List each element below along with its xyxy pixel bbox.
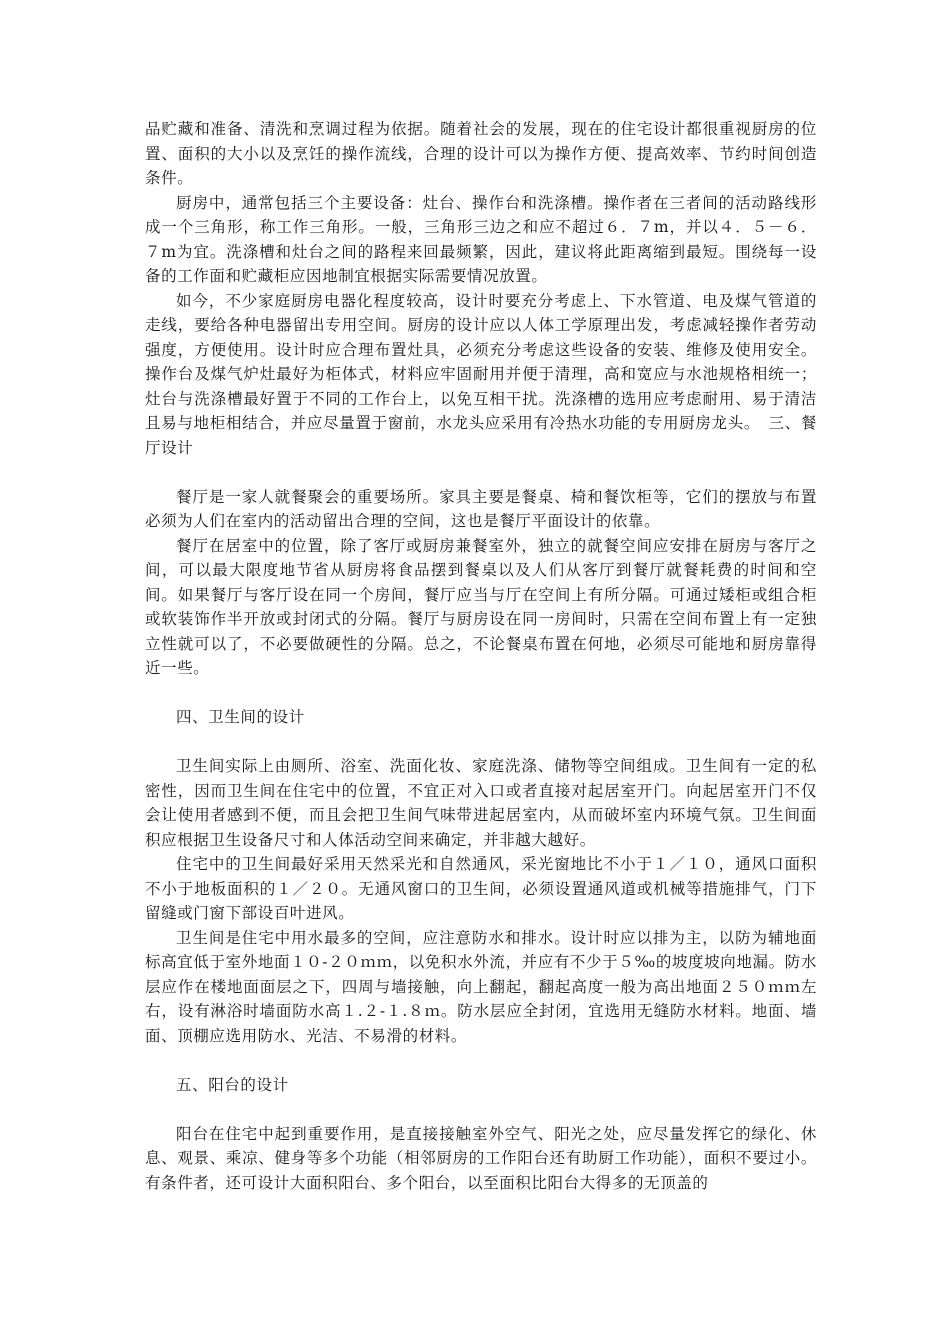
spacer xyxy=(145,730,817,755)
paragraph-bathroom-composition: 卫生间实际上由厕所、浴室、洗面化妆、家庭洗涤、储物等空间组成。卫生间有一定的私密性，因而卫生间在住宅中的位置，不宜正对入口或者直接对起居室开门。向起居室开门不仅会让使用者感到不便，而且会把卫生间气味带进起居室内，从而破坏室内环境气氛。卫生间面积应根据卫生设备尺寸和人体活动空间来确定，并非越大越好。 xyxy=(145,757,817,849)
paragraph-kitchen-triangle: 厨房中，通常包括三个主要设备：灶台、操作台和洗涤槽。操作者在三者间的活动路线形成一个三角形，称工作三角形。一般，三角形三边之和应不超过６．７m，并以４．５－６．７m为宜。洗涤槽和灶台之间的路程来回最频繁，因此，建议将此距离缩到最短。围绕每一设备的工作面和贮藏柜应因地制宜根据实际需要情况放置。 xyxy=(145,193,817,285)
paragraph-kitchen-intro: 品贮藏和准备、清洗和烹调过程为依据。随着社会的发展，现在的住宅设计都很重视厨房的位置、面积的大小以及烹饪的操作流线，合理的设计可以为操作方便、提高效率、节约时间创造条件。 xyxy=(145,120,817,187)
paragraph-dining-intro: 餐厅是一家人就餐聚会的重要场所。家具主要是餐桌、椅和餐饮柜等，它们的摆放与布置必须为人们在室内的活动留出合理的空间，这也是餐厅平面设计的依靠。 xyxy=(145,487,817,530)
paragraph-kitchen-appliances: 如今，不少家庭厨房电器化程度较高，设计时要充分考虑上、下水管道、电及煤气管道的走线，要给各种电器留出专用空间。厨房的设计应以人体工学原理出发，考虑减轻操作者劳动强度，方便使用。设计时应合理布置灶具，必须充分考虑这些设备的安装、维修及使用安全。操作台及煤气炉灶最好为柜体式，材料应牢固耐用并便于清理，高和宽应与水池规格相统一；灶台与洗涤槽最好置于不同的工作台上，以免互相干扰。洗涤槽的选用应考虑耐用、易于清洁且易与地柜相结合，并应尽量置于窗前，水龙头应采用有冷热水功能的专用厨房龙头。 三、餐厅设计 xyxy=(145,291,817,457)
section-heading-balcony: 五、阳台的设计 xyxy=(176,1075,289,1094)
paragraph-balcony-intro: 阳台在住宅中起到重要作用，是直接接触室外空气、阳光之处，应尽量发挥它的绿化、休息、观景、乘凉、健身等多个功能（相邻厨房的工作阳台还有助厨工作功能），面积不要过小。有条件者，还可设计大面积阳台、多个阳台，以至面积比阳台大得多的无顶盖的 xyxy=(145,1124,817,1192)
document-body xyxy=(145,117,817,1195)
spacer xyxy=(145,460,817,485)
spacer xyxy=(145,1048,817,1073)
spacer xyxy=(145,681,817,706)
paragraph-bathroom-waterproofing: 卫生间是住宅中用水最多的空间，应注意防水和排水。设计时应以排为主，以防为辅地面标高宜低于室外地面１０-２０ｍｍ，以免积水外流，并应有不少于５‰的坡度坡向地漏。防水层应作在楼地面面层之下，四周与墙接触，向上翻起，翻起高度一般为高出地面２５０ｍｍ左右，设有淋浴时墙面防水高１.２-１.８ｍ。防水层应全封闭，宜选用无缝防水材料。地面、墙面、顶棚应选用防水、光洁、不易滑的材料。 xyxy=(145,928,817,1045)
spacer xyxy=(145,1097,817,1122)
section-heading-bathroom: 四、卫生间的设计 xyxy=(176,708,305,726)
paragraph-bathroom-ventilation: 住宅中的卫生间最好采用天然采光和自然通风，采光窗地比不小于１／１０，通风口面积不小于地板面积的１／２０。无通风窗口的卫生间，必须设置通风道或机械等措施排气，门下留缝或门窗下部设百叶进风。 xyxy=(145,855,817,922)
paragraph-dining-position: 餐厅在居室中的位置，除了客厅或厨房兼餐室外，独立的就餐空间应安排在厨房与客厅之间，可以最大限度地节省从厨房将食品摆到餐桌以及人们从客厅到餐厅就餐耗费的时间和空间。如果餐厅与客厅设在同一个房间，餐厅应当与厅在空间上有所分隔。可通过矮柜或组合柜或软装饰作半开放或封闭式的分隔。餐厅与厨房设在同一房间时，只需在空间布置上有一定独立性就可以了，不必要做硬性的分隔。总之，不论餐桌布置在何地，必须尽可能地和厨房靠得近一些。 xyxy=(145,536,817,677)
